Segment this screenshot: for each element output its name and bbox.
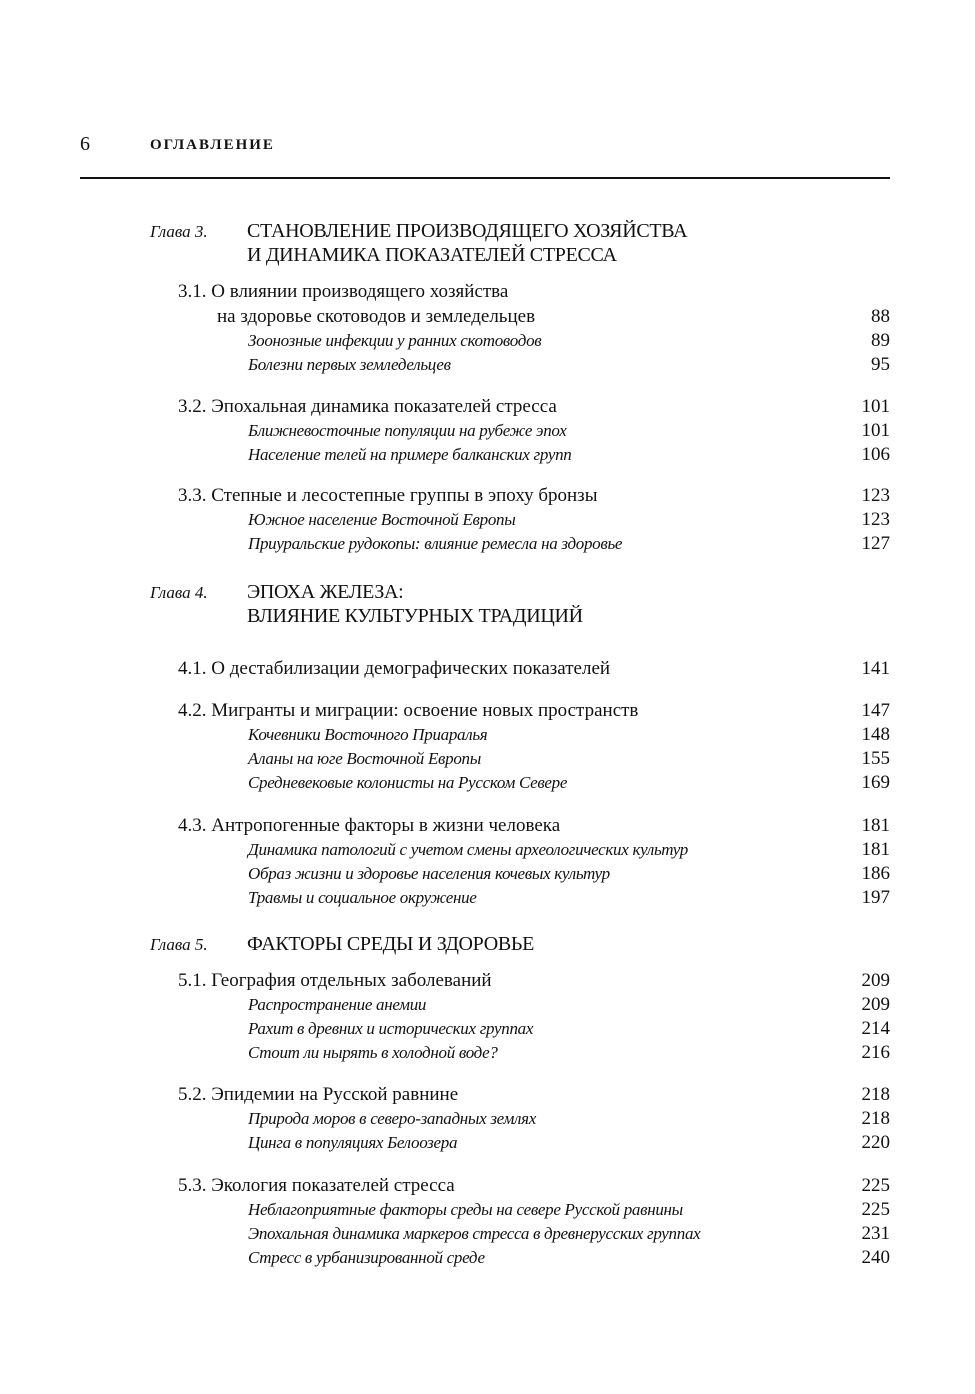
toc-subsection[interactable]: Население телей на примере балканских групп 106 (248, 444, 890, 465)
chapter-label: Глава 3. (150, 222, 208, 241)
toc-section[interactable]: 5.1. География отдельных заболеваний 209 (178, 970, 890, 991)
chapter-title: СТАНОВЛЕНИЕ ПРОИЗВОДЯЩЕГО ХОЗЯЙСТВА И ДИНАМИКА ПОКАЗАТЕЛЕЙ СТРЕССА (247, 220, 688, 266)
toc-subsection[interactable]: Цинга в популяциях Белоозера 220 (248, 1132, 890, 1153)
toc-subsection[interactable]: Южное население Восточной Европы 123 (248, 509, 890, 530)
toc-subsection[interactable]: Зоонозные инфекции у ранних скотоводов 89 (248, 330, 890, 351)
toc-section[interactable]: 4.3. Антропогенные факторы в жизни человека 181 (178, 815, 890, 836)
chapter-label: Глава 4. (150, 583, 208, 602)
toc-section[interactable]: 4.2. Мигранты и миграции: освоение новых пространств 147 (178, 700, 890, 721)
toc-subsection[interactable]: Приуральские рудокопы: влияние ремесла на здоровье 127 (248, 533, 890, 554)
toc-subsection[interactable]: Распространение анемии 209 (248, 994, 890, 1015)
page-number: 6 (80, 133, 90, 155)
toc-section[interactable]: 4.1. О дестабилизации демографических показателей 141 (178, 658, 890, 679)
toc-section[interactable]: 3.3. Степные и лесостепные группы в эпоху бронзы 123 (178, 485, 890, 506)
running-title: ОГЛАВЛЕНИЕ (150, 137, 275, 153)
toc-subsection[interactable]: Стресс в урбанизированной среде 240 (248, 1247, 890, 1268)
running-header (80, 131, 275, 158)
toc-section[interactable]: 5.3. Экология показателей стресса 225 (178, 1175, 890, 1196)
toc-subsection[interactable]: Кочевники Восточного Приаралья 148 (248, 724, 890, 745)
toc-subsection[interactable]: Аланы на юге Восточной Европы 155 (248, 748, 890, 769)
chapter-title: ФАКТОРЫ СРЕДЫ И ЗДОРОВЬЕ (247, 933, 535, 955)
toc-subsection[interactable]: Образ жизни и здоровье населения кочевых культур 186 (248, 863, 890, 884)
toc-subsection[interactable]: Стоит ли нырять в холодной воде? 216 (248, 1042, 890, 1063)
toc-subsection[interactable]: Рахит в древних и исторических группах 214 (248, 1018, 890, 1039)
toc-subsection[interactable]: Средневековые колонисты на Русском Севере 169 (248, 772, 890, 793)
toc-subsection[interactable]: Болезни первых земледельцев 95 (248, 354, 890, 375)
toc-subsection[interactable]: Динамика патологий с учетом смены археологических культур 181 (248, 839, 890, 860)
chapter-title: ЭПОХА ЖЕЛЕЗА: ВЛИЯНИЕ КУЛЬТУРНЫХ ТРАДИЦИЙ (247, 581, 583, 627)
chapter-label: Глава 5. (150, 935, 208, 954)
toc-subsection[interactable]: Эпохальная динамика маркеров стресса в древнерусских группах 231 (248, 1223, 890, 1244)
toc-section-cont[interactable]: на здоровье скотоводов и земледельцев 88 (217, 306, 890, 327)
toc-subsection[interactable]: Неблагоприятные факторы среды на севере Русской равнины 225 (248, 1199, 890, 1220)
toc-section[interactable]: 5.2. Эпидемии на Русской равнине 218 (178, 1084, 890, 1105)
header-rule (80, 177, 890, 179)
toc-subsection[interactable]: Травмы и социальное окружение 197 (248, 887, 890, 908)
toc-section[interactable]: 3.2. Эпохальная динамика показателей стресса 101 (178, 396, 890, 417)
toc-subsection[interactable]: Ближневосточные популяции на рубеже эпох 101 (248, 420, 890, 441)
toc-section[interactable]: 3.1. О влиянии производящего хозяйства (178, 281, 509, 302)
toc-subsection[interactable]: Природа моров в северо-западных землях 218 (248, 1108, 890, 1129)
